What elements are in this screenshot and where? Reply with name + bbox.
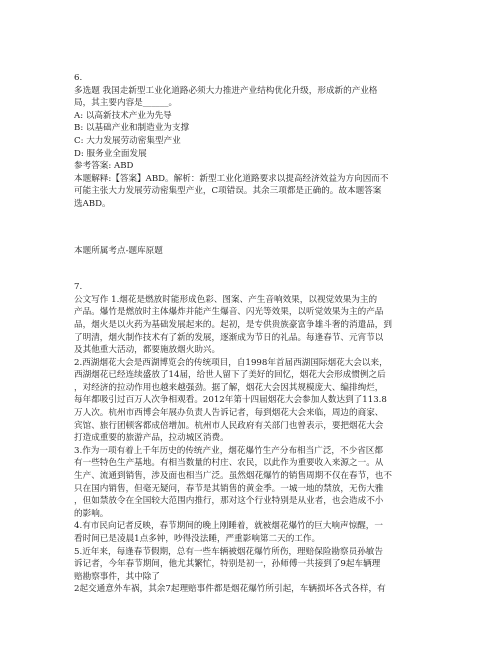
passage-line: 只在国内销售，但毫无疑问，春节是其销售的黄金季。一城一地的禁放，无伤大雅 bbox=[74, 483, 384, 494]
passage-line: ，但如禁放令在全国较大范围内推行，那对这个行业特别是从业者，也会造成不小 bbox=[74, 496, 384, 507]
passage-line: 及其他重大活动，都要施放烟火助兴。 bbox=[74, 345, 221, 356]
passage-line: 生产、流通到销售，涉及面也相当广泛。虽然烟花爆竹的销售周期不仅在春节，也不 bbox=[74, 471, 392, 482]
analysis-line: 本题解释:【答案】ABD。解析：新型工业化道路要求以提高经济效益为方向因而不 bbox=[74, 173, 389, 184]
passage-line: 了明清，烟火制作技术有了新的发展，逐渐成为节日的礼品。每逢春节、元宵节以 bbox=[74, 332, 384, 343]
passage-line: 赔勘察事件，其中除了 bbox=[74, 571, 160, 582]
passage-line: 2.西湖烟花大会是西湖博览会的传统项目，自1998年首届西湖国际烟花大会以来， bbox=[74, 357, 388, 368]
question-stem-line: 多选题 我国走新型工业化道路必须大力推进产业结构优化升级，形成新的产业格 bbox=[74, 85, 378, 96]
analysis-line: 选ABD。 bbox=[74, 198, 111, 209]
passage-line: 产品。爆竹是燃放时主体爆炸并能产生爆音、闪光等效果，以听觉效果为主的产品 bbox=[74, 307, 384, 318]
analysis-line: 可能主张大力发展劳动密集型产业，C项错误。其余三项都是正确的。故本题答案 bbox=[74, 186, 382, 197]
reference-answer: 参考答案: ABD bbox=[74, 161, 134, 172]
passage-line: 打造成重要的旅游产品，拉动城区消费。 bbox=[74, 433, 229, 444]
passage-line: 看时间已是凌晨1点多钟，吵得没法睡，严重影响第二天的工作。 bbox=[74, 534, 321, 544]
passage-line: 每年都吸引过百万人次争相观看。2012年第十四届烟花大会参加人数达到了113.8 bbox=[74, 395, 387, 406]
passage-line: 有一些特色生产基地。有相当数量的村庄、农民，以此作为重要收入来源之一。从 bbox=[74, 458, 384, 469]
option-b: B: 以基础产业和制造业为支撑 bbox=[74, 123, 190, 134]
passage-line: 3.作为一项有着上千年历史的传统产业，烟花爆竹生产分布相当广泛，不少省区都 bbox=[74, 445, 383, 456]
question-stem-line: 局，其主要内容是______。 bbox=[74, 98, 178, 109]
passage-line: 公文写作 1.烟花是燃放时能形成色彩、图案、产生音响效果，以视觉效果为主的 bbox=[74, 294, 378, 305]
question-7 bbox=[74, 281, 434, 596]
section-title: 本题所属考点-题库原题 bbox=[74, 245, 163, 256]
passage-line: 诉记者，今年春节期间，他尤其繁忙，特别是初一，孙师傅一共接到了9起车辆理 bbox=[74, 559, 381, 570]
question-6 bbox=[74, 72, 434, 211]
option-a: A: 以高新技术产业为先导 bbox=[74, 110, 172, 121]
question-number: 7. bbox=[74, 282, 83, 293]
question-number: 6. bbox=[74, 73, 83, 83]
passage-line: 的影响。 bbox=[74, 508, 109, 519]
option-c: C: 大力发展劳动密集型产业 bbox=[74, 135, 181, 146]
passage-line: 西湖烟花已经连续盛放了14届，给世人留下了美好的回忆，烟花大会形成惯例之后 bbox=[74, 370, 386, 381]
passage-line: ，对经济的拉动作用也越来越强劲。据了解，烟花大会因其规模庞大、编排绚烂， bbox=[74, 382, 384, 393]
passage-line: 4.有市民向记者反映，春节期间的晚上刚睡着，就被烟花爆竹的巨大响声惊醒，一 bbox=[74, 521, 383, 532]
passage-line: 万人次。杭州市西博会年展办负责人告诉记者，每到烟花大会来临，周边的商家、 bbox=[74, 408, 384, 419]
passage-line: 2起交通意外车祸，其余7起理赔事件都是烟花爆竹所引起，车辆损坏各式各样，有 bbox=[74, 584, 386, 595]
passage-line: 宾馆、旅行团顿客都成倍增加。杭州市人民政府有关部门也曾表示，要把烟花大会 bbox=[74, 420, 384, 431]
passage-line: 品，烟火是以火药为基础发展起来的。起初，是专供贵族豪富争雄斗奢的消遣品，到 bbox=[74, 319, 392, 330]
passage-line: 5.近年来，每逢春节假期，总有一些车辆被烟花爆竹所伤，理赔保险勘察员孙敏告 bbox=[74, 546, 383, 557]
document-page bbox=[74, 72, 434, 596]
option-d: D: 服务业全面发展 bbox=[74, 148, 147, 159]
